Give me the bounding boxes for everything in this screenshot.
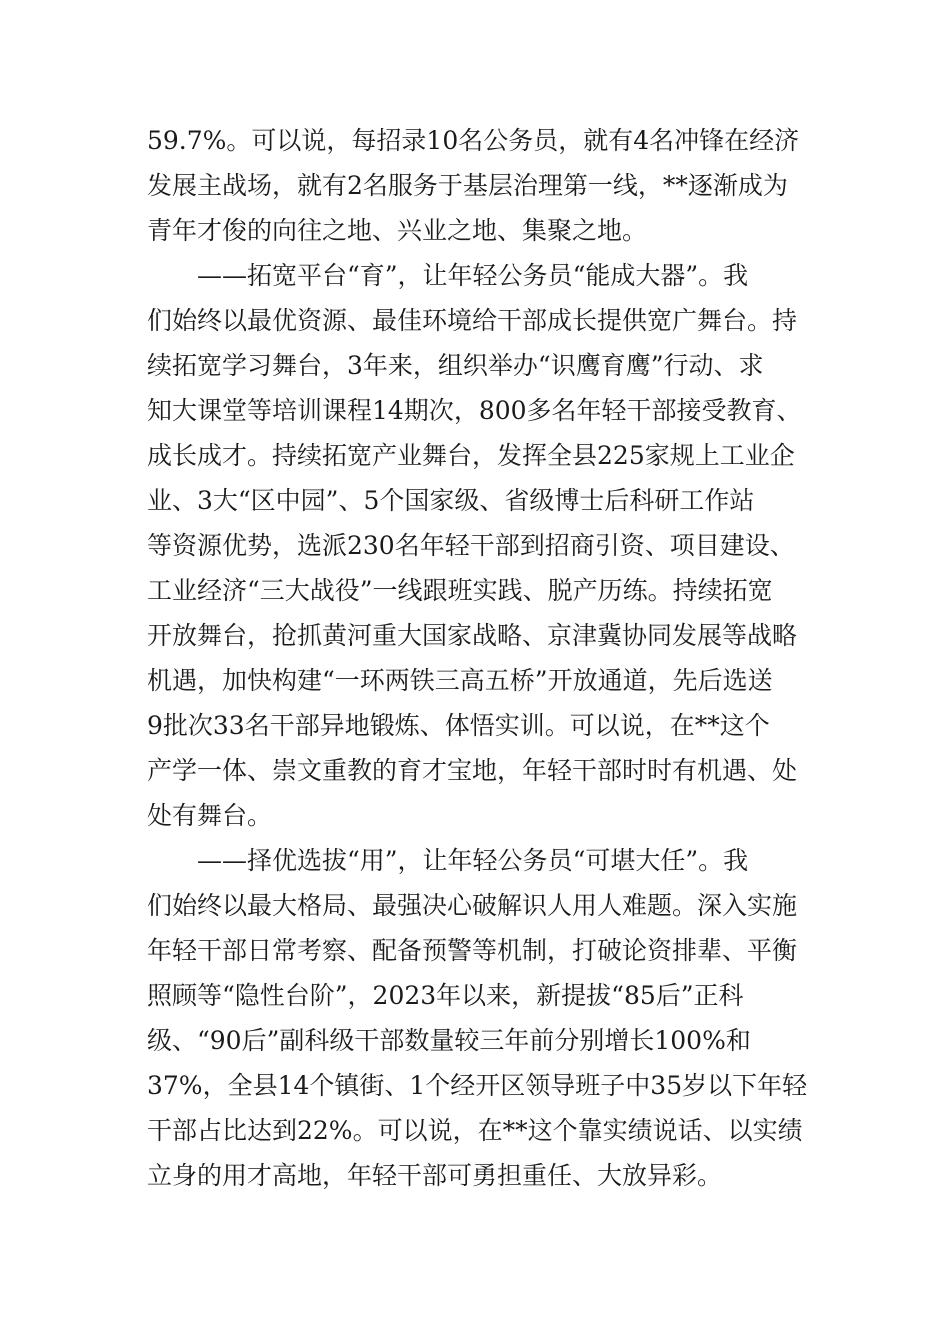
text-line-20: 照顾等“隐性台阶”，2023年以来，新提拔“85后”正科 xyxy=(147,981,744,1010)
text-line-11: 工业经济“三大战役”一线跟班实践、脱产历练。持续拓宽 xyxy=(147,576,773,605)
text-line-2: 发展主战场，就有2名服务于基层治理第一线，**逐渐成为 xyxy=(147,171,788,200)
text-line-6: 续拓宽学习舞台，3年来，组织举办“识鹰育鹰”行动、求 xyxy=(147,351,764,380)
text-line-8: 成长成才。持续拓宽产业舞台，发挥全县225家规上工业企 xyxy=(147,441,795,470)
text-line-9: 业、3大“区中园”、5个国家级、省级博士后科研工作站 xyxy=(147,486,755,515)
text-line-22: 37%，全县14个镇街、1个经开区领导班子中35岁以下年轻 xyxy=(147,1071,808,1100)
text-line-19: 年轻干部日常考察、配备预警等机制，打破论资排辈、平衡 xyxy=(147,936,798,965)
text-line-21: 级、“90后”副科级干部数量较三年前分别增长100%和 xyxy=(147,1026,751,1055)
paragraph-heading-selection: ——择优选拔“用”，让年轻公务员“可堪大任”。我 xyxy=(197,846,749,875)
text-line-5: 们始终以最优资源、最佳环境给干部成长提供宽广舞台。持 xyxy=(147,306,798,335)
text-line-23: 干部占比达到22%。可以说，在**这个靠实绩说话、以实绩 xyxy=(147,1116,803,1145)
text-line-15: 产学一体、崇文重教的育才宝地，年轻干部时时有机遇、处 xyxy=(147,756,798,785)
text-line-16: 处有舞台。 xyxy=(147,801,273,830)
text-line-7: 知大课堂等培训课程14期次，800多名年轻干部接受教育、 xyxy=(147,396,802,425)
text-line-12: 开放舞台，抢抓黄河重大国家战略、京津冀协同发展等战略 xyxy=(147,621,798,650)
text-line-3: 青年才俊的向往之地、兴业之地、集聚之地。 xyxy=(147,216,648,245)
paragraph-heading-platform: ——拓宽平台“育”，让年轻公务员“能成大器”。我 xyxy=(197,261,749,290)
text-line-18: 们始终以最大格局、最强决心破解识人用人难题。深入实施 xyxy=(147,891,798,920)
text-line-14: 9批次33名干部异地锻炼、体悟实训。可以说，在**这个 xyxy=(147,711,770,740)
text-line-24: 立身的用才高地，年轻干部可勇担重任、大放异彩。 xyxy=(147,1161,723,1190)
text-line-13: 机遇，加快构建“一环两铁三高五桥”开放通道，先后选送 xyxy=(147,666,773,695)
text-line-1: 59.7%。可以说，每招录10名公务员，就有4名冲锋在经济 xyxy=(147,126,800,155)
text-line-10: 等资源优势，选派230名年轻干部到招商引资、项目建设、 xyxy=(147,531,795,560)
